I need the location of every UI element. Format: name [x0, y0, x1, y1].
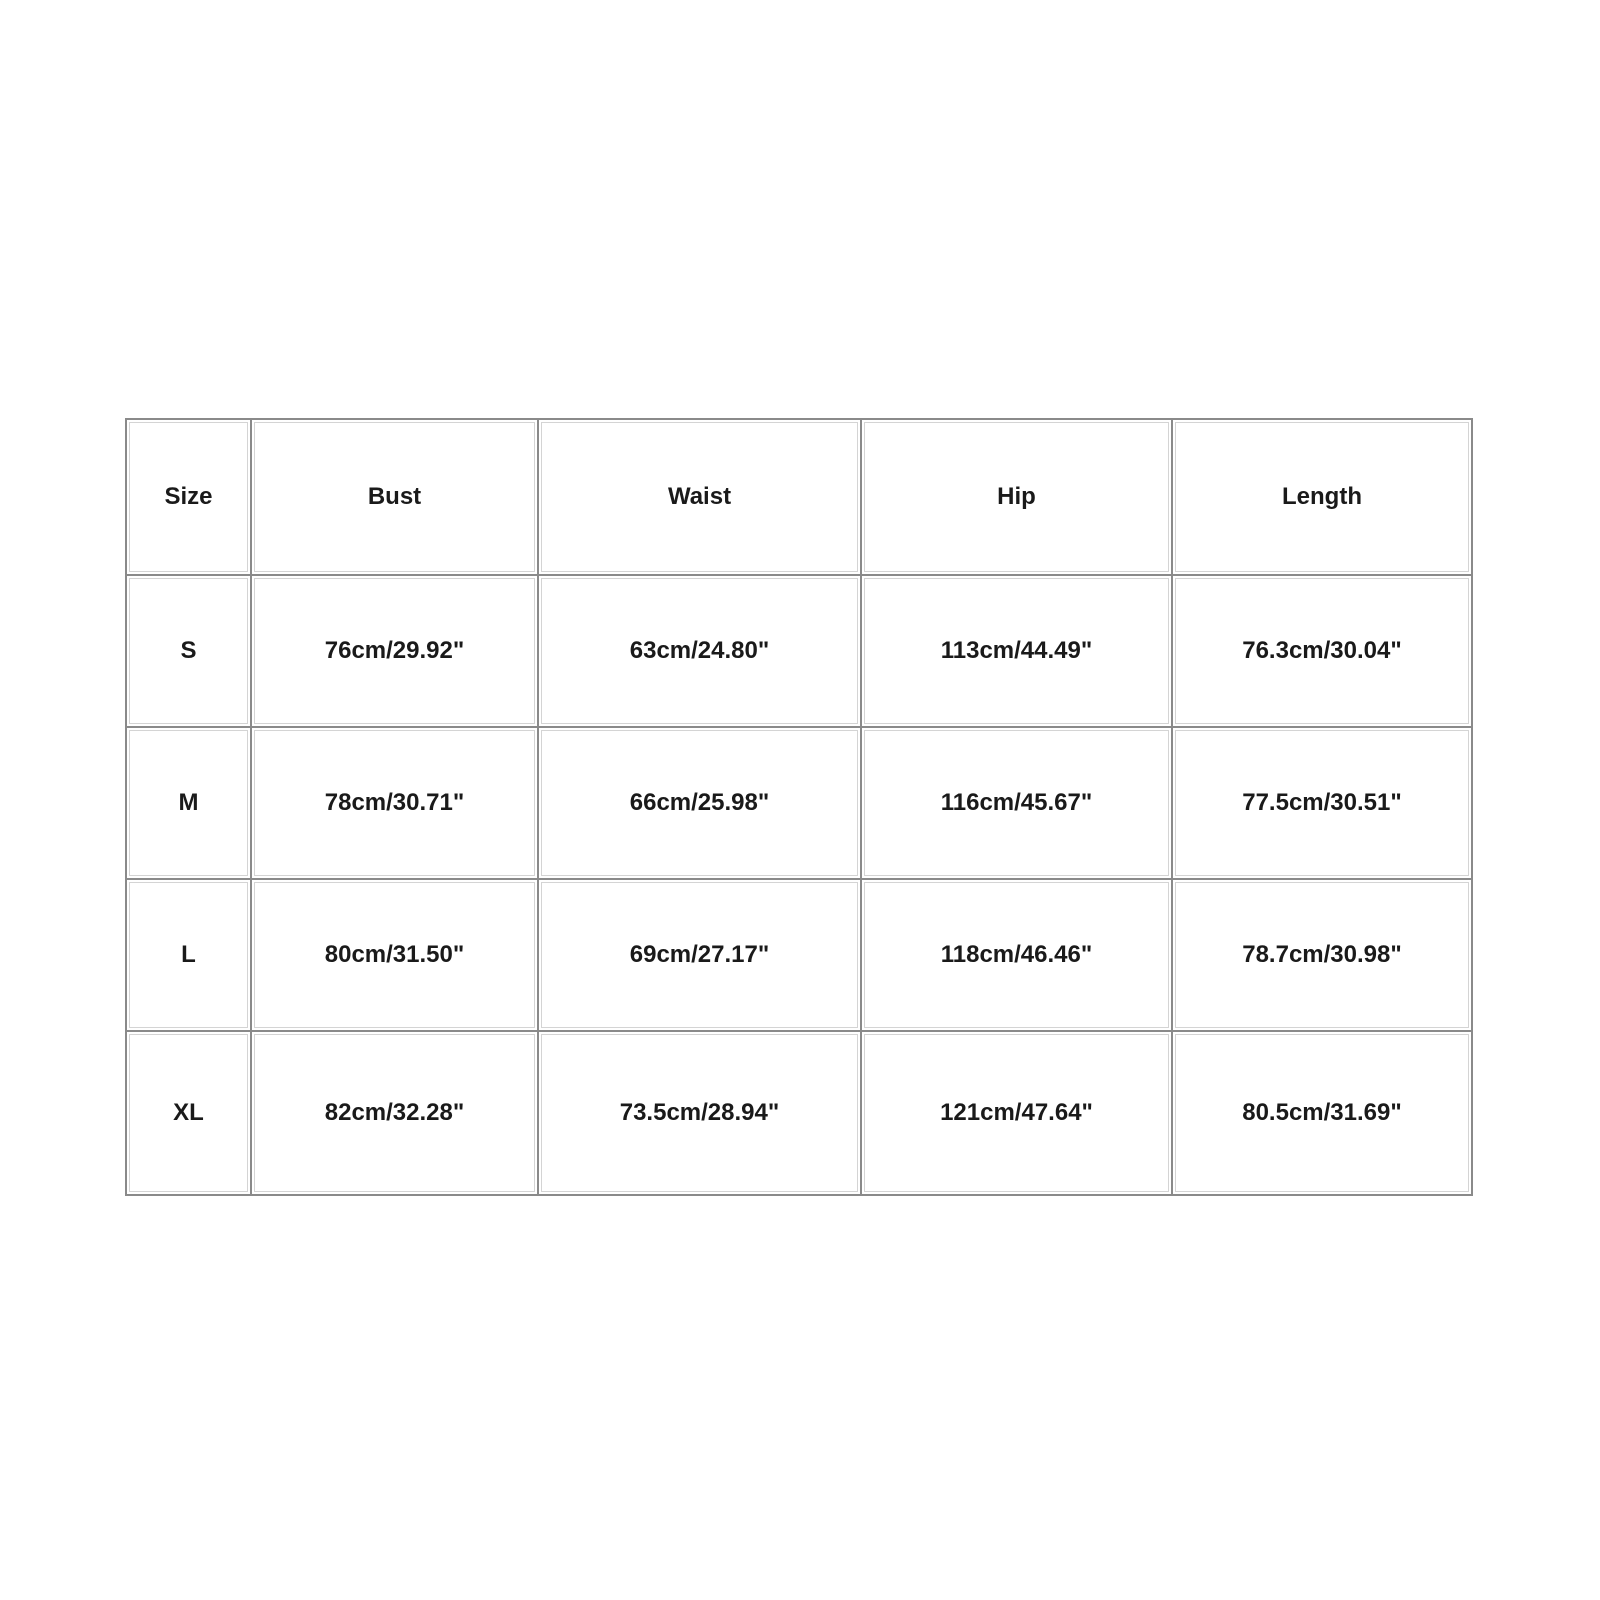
table-row: [126, 1031, 1472, 1195]
cell-length: 76.3cm/30.04": [1172, 575, 1472, 727]
cell-waist: 69cm/27.17": [538, 879, 861, 1031]
cell-bust: 76cm/29.92": [251, 575, 538, 727]
header-length: Length: [1172, 419, 1472, 575]
cell-size: XL: [126, 1031, 251, 1195]
header-row: [126, 419, 1472, 575]
table-row: [126, 879, 1472, 1031]
cell-bust: 80cm/31.50": [251, 879, 538, 1031]
table-row: [126, 727, 1472, 879]
cell-waist: 66cm/25.98": [538, 727, 861, 879]
cell-bust: 78cm/30.71": [251, 727, 538, 879]
header-waist: Waist: [538, 419, 861, 575]
table-row: [126, 575, 1472, 727]
cell-hip: 118cm/46.46": [861, 879, 1172, 1031]
cell-length: 80.5cm/31.69": [1172, 1031, 1472, 1195]
size-chart-table: [125, 418, 1473, 1196]
cell-size: L: [126, 879, 251, 1031]
header-bust: Bust: [251, 419, 538, 575]
cell-waist: 73.5cm/28.94": [538, 1031, 861, 1195]
cell-bust: 82cm/32.28": [251, 1031, 538, 1195]
header-size: Size: [126, 419, 251, 575]
cell-size: M: [126, 727, 251, 879]
cell-hip: 121cm/47.64": [861, 1031, 1172, 1195]
cell-waist: 63cm/24.80": [538, 575, 861, 727]
cell-length: 78.7cm/30.98": [1172, 879, 1472, 1031]
cell-size: S: [126, 575, 251, 727]
cell-length: 77.5cm/30.51": [1172, 727, 1472, 879]
cell-hip: 113cm/44.49": [861, 575, 1172, 727]
header-hip: Hip: [861, 419, 1172, 575]
cell-hip: 116cm/45.67": [861, 727, 1172, 879]
